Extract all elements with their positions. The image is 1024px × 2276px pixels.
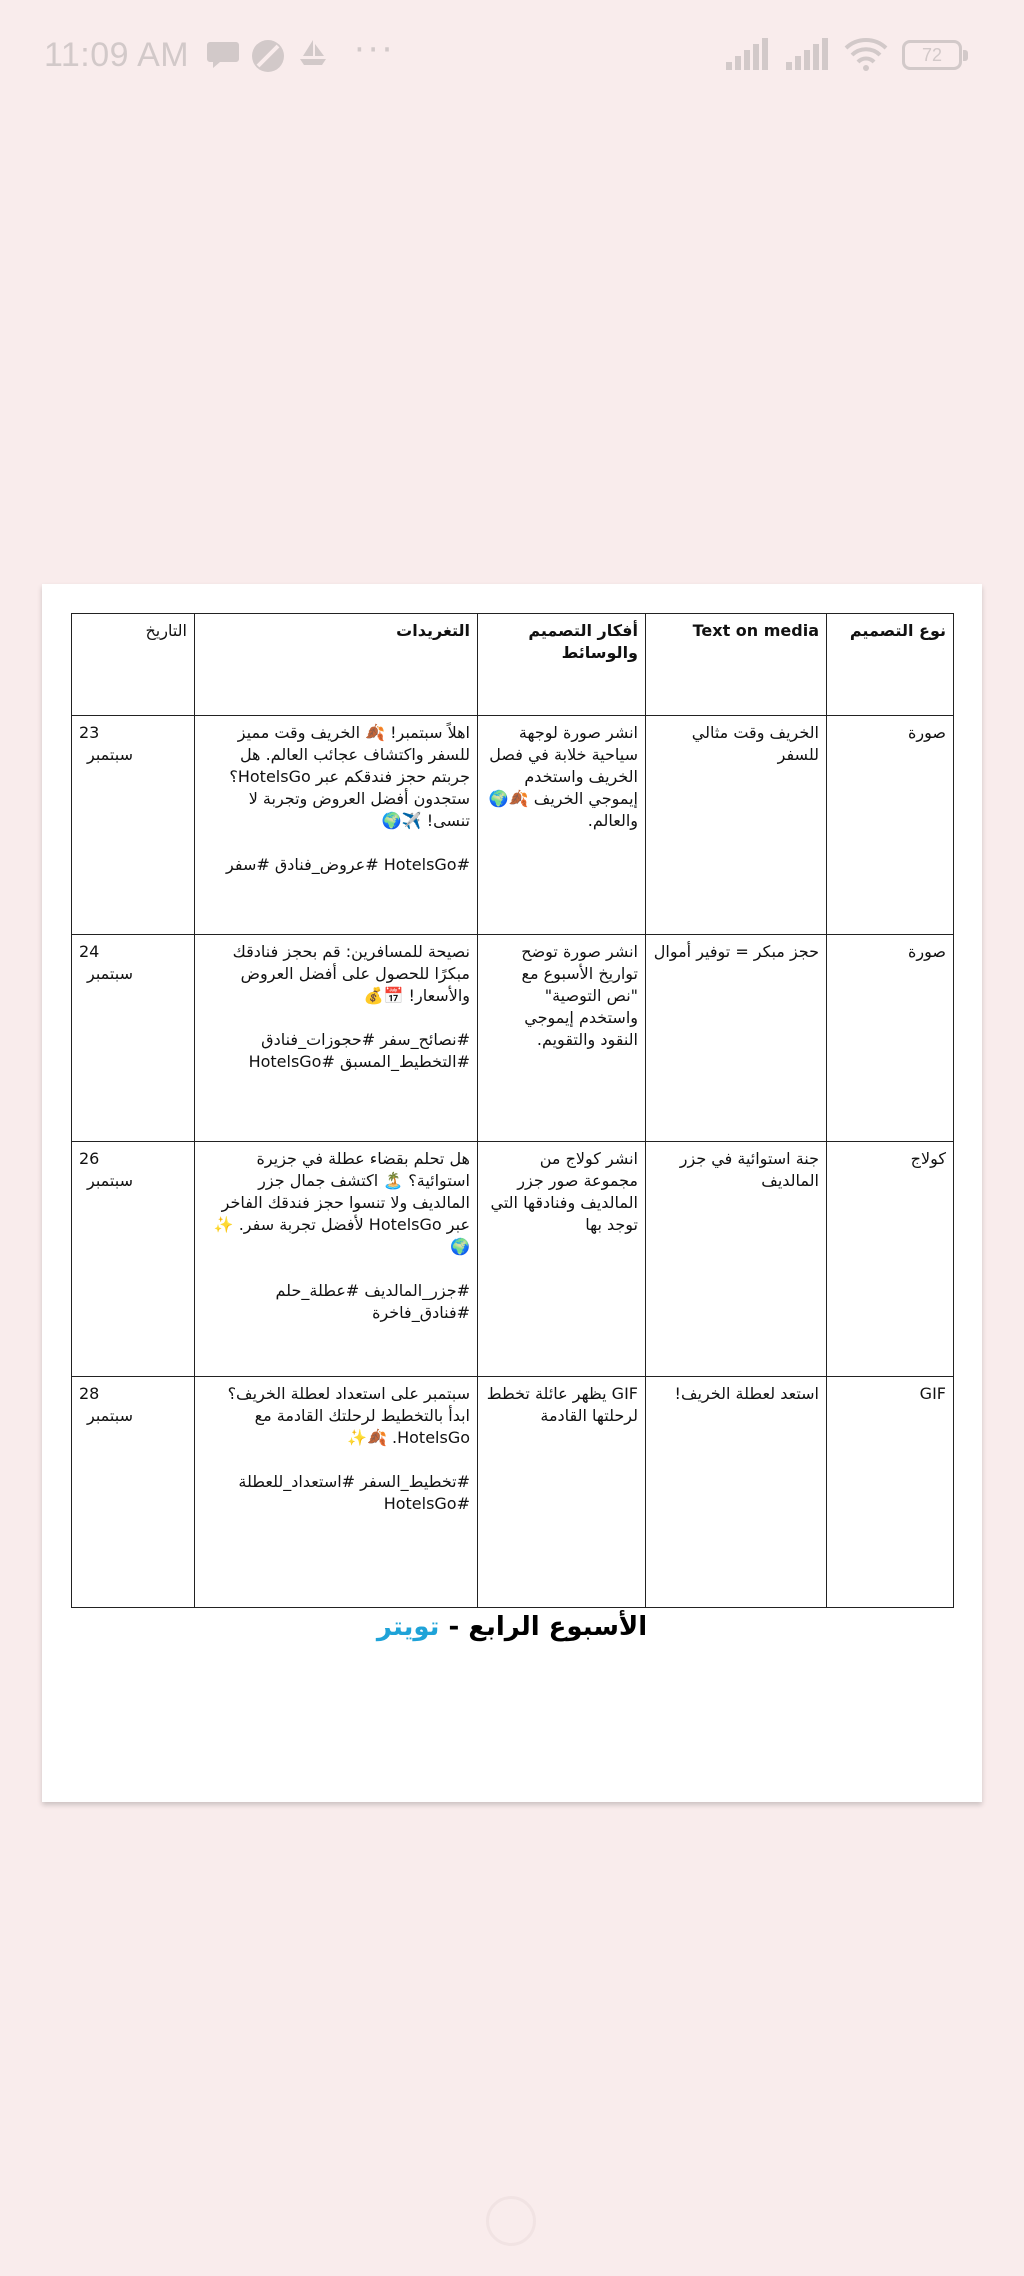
design-type-cell: صورة xyxy=(827,716,954,935)
home-button[interactable] xyxy=(486,2196,536,2246)
tweet-cell xyxy=(195,935,478,1142)
header-text-on-media: Text on media xyxy=(646,614,827,716)
design-type-cell: GIF xyxy=(827,1377,954,1608)
media-text-cell: حجز مبكر = توفير أموال xyxy=(646,935,827,1142)
date-month: سبتمبر xyxy=(87,745,133,764)
paragraph-gap xyxy=(202,1449,470,1471)
tweet-cell xyxy=(195,1377,478,1608)
tweet-hashtags: #تخطيط_السفر #استعداد_للعطلة #HotelsGo xyxy=(238,1472,470,1513)
media-text-cell: جنة استوائية في جزر المالديف xyxy=(646,1142,827,1377)
boat-icon xyxy=(298,38,328,72)
date-day: 23 xyxy=(79,723,100,742)
date-day: 24 xyxy=(79,942,100,961)
signal-icon xyxy=(726,38,770,74)
date-month: سبتمبر xyxy=(87,1171,133,1190)
design-idea-cell: انشر صورة لوجهة سياحية خلابة في فصل الخريف واستخدم إيموجي الخريف 🍂🌍 والعالم. xyxy=(478,716,646,935)
table-row xyxy=(72,1377,954,1608)
media-text-cell: استعد لعطلة الخريف! xyxy=(646,1377,827,1608)
design-type-cell: صورة xyxy=(827,935,954,1142)
document-page xyxy=(42,584,982,1802)
design-idea-cell: GIF يظهر عائلة تخطط لرحلتها القادمة xyxy=(478,1377,646,1608)
design-idea-cell: انشر كولاج من مجموعة صور جزر المالديف وفنادقها التي توجد بها xyxy=(478,1142,646,1377)
paragraph-gap xyxy=(202,1007,470,1029)
design-idea-cell: انشر صورة توضح تواريخ الأسبوع مع "نص التوصية" واستخدم إيموجي النقود والتقويم. xyxy=(478,935,646,1142)
chat-bubble-icon xyxy=(206,38,240,74)
media-text-cell: الخريف وقت مثالي للسفر xyxy=(646,716,827,935)
tweet-text: هل تحلم بقضاء عطلة في جزيرة استوائية؟ 🏝️ اكتشف جمال جزر المالديف ولا تنسوا حجز فندقك الفاخر عبر HotelsGo لأفضل تجربة سفر. ✨🌍 xyxy=(213,1149,470,1256)
signal-icon xyxy=(786,38,830,74)
status-bar xyxy=(0,0,1024,116)
header-design-type: نوع التصميم xyxy=(827,614,954,716)
tweet-text: سبتمبر على استعداد لعطلة الخريف؟ ابدأ بالتخطيط لرحلتك القادمة مع HotelsGo. 🍂✨ xyxy=(227,1384,470,1447)
tweet-hashtags: #نصائح_سفر #حجوزات_فنادق #التخطيط_المسبق #HotelsGo xyxy=(248,1030,470,1071)
tweet-hashtags: #جزر_المالديف #عطلة_حلم #فنادق_فاخرة xyxy=(275,1281,470,1322)
design-type-cell: كولاج xyxy=(827,1142,954,1377)
content-schedule-table xyxy=(71,613,954,1608)
tweet-cell xyxy=(195,716,478,935)
header-design-ideas: أفكار التصميم والوسائط xyxy=(478,614,646,716)
caption-platform: تويتر xyxy=(376,1612,440,1642)
header-date: التاريخ xyxy=(72,614,195,716)
tweet-hashtags: #HotelsGo #عروض_فنادق #سفر xyxy=(226,855,470,874)
status-time: 11:09 AM xyxy=(44,36,190,74)
battery-icon: 72 xyxy=(902,40,962,70)
tweet-text: نصيحة للمسافرين: قم بحجز فنادقك مبكرًا للحصول على أفضل العروض والأسعار! 📅💰 xyxy=(232,942,470,1005)
date-cell xyxy=(72,1377,195,1608)
table-row xyxy=(72,1142,954,1377)
date-month: سبتمبر xyxy=(87,964,133,983)
date-month: سبتمبر xyxy=(87,1406,133,1425)
date-cell xyxy=(72,1142,195,1377)
paragraph-gap xyxy=(202,1258,470,1280)
tweet-text: اهلاً سبتمبر! 🍂 الخريف وقت مميز للسفر واكتشاف عجائب العالم. هل جربتم حجز فندقكم عبر HotelsGo؟ ستجدون أفضل العروض وتجربة لا تنسى! ✈️🌍 xyxy=(229,723,470,830)
table-row xyxy=(72,935,954,1142)
paragraph-gap xyxy=(202,832,470,854)
date-day: 28 xyxy=(79,1384,100,1403)
date-cell xyxy=(72,935,195,1142)
date-day: 26 xyxy=(79,1149,100,1168)
tweet-cell xyxy=(195,1142,478,1377)
more-notifications-icon: ··· xyxy=(354,30,396,70)
wifi-icon xyxy=(844,36,888,76)
header-tweets: التغريدات xyxy=(195,614,478,716)
date-cell xyxy=(72,716,195,935)
caption-title: الأسبوع الرابع - xyxy=(439,1612,648,1642)
table-row xyxy=(72,716,954,935)
no-location-icon xyxy=(250,38,286,78)
page-caption xyxy=(42,1612,982,1642)
table-header-row xyxy=(72,614,954,716)
